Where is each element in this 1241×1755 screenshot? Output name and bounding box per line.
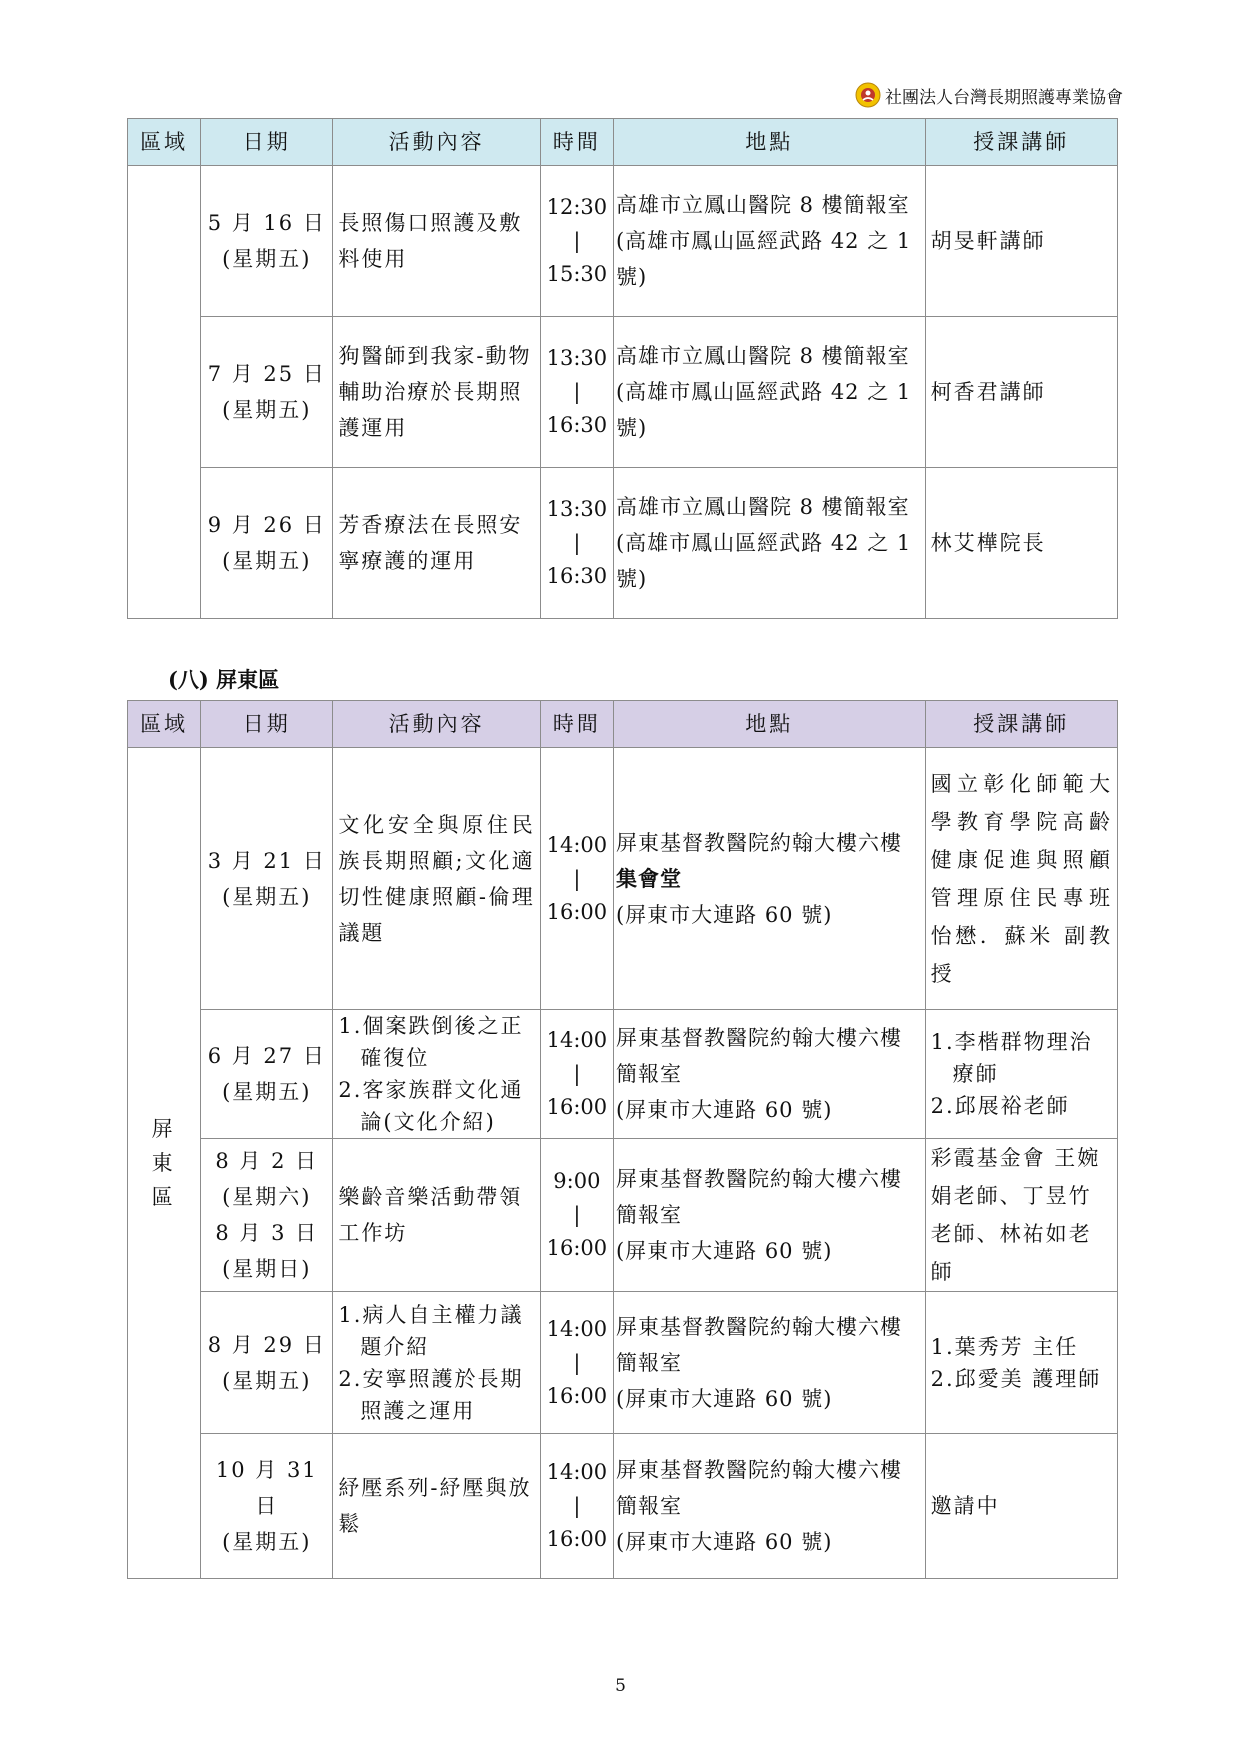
lecturer-cell: 國立彰化師範大學教育學院高齡健康促進與照顧管理原住民專班怡懋．蘇米 副教授: [925, 748, 1117, 1010]
location-cell: 屏東基督教醫院約翰大樓六樓簡報室 (屏東市大連路 60 號): [613, 1139, 925, 1292]
lecturer-cell: [925, 1292, 1117, 1434]
date-cell: 6 月 27 日 (星期五): [201, 1010, 333, 1139]
activity-cell: [333, 1292, 540, 1434]
date-cell: 5 月 16 日 (星期五): [201, 166, 333, 317]
header-lecturer: 授課講師: [925, 701, 1117, 748]
activity-cell: 芳香療法在長照安寧療護的運用: [333, 468, 540, 619]
activity-cell: 紓壓系列-紓壓與放鬆: [333, 1434, 540, 1579]
location-cell: 高雄市立鳳山醫院 8 樓簡報室 (高雄市鳳山區經武路 42 之 1 號): [613, 317, 925, 468]
section-title-pingtung: (八) 屏東區: [168, 667, 280, 692]
header-location: 地點: [613, 701, 925, 748]
date-cell: 8 月 2 日 (星期六) 8 月 3 日 (星期日): [201, 1139, 333, 1292]
location-cell: 屏東基督教醫院約翰大樓六樓簡報室 (屏東市大連路 60 號): [613, 1434, 925, 1579]
header-region: 區域: [128, 119, 201, 166]
header-time: 時間: [540, 701, 613, 748]
table-row: [128, 1139, 1118, 1292]
table-header-row: [128, 701, 1118, 748]
region-cell: [128, 748, 201, 1579]
lecturer-cell: 彩霞基金會 王婉娟老師、丁昱竹老師、林祐如老師: [925, 1139, 1117, 1292]
time-cell: 9:00 | 16:00: [540, 1139, 613, 1292]
table-row: [128, 748, 1118, 1010]
table-row: [128, 166, 1118, 317]
list-item: 1.李楷群物理治療師: [930, 1030, 1093, 1086]
page-number: 5: [615, 1676, 626, 1696]
association-logo-icon: [855, 82, 881, 108]
schedule-table-pingtung: [127, 700, 1118, 1579]
location-cell: 屏東基督教醫院約翰大樓六樓集會堂 (屏東市大連路 60 號): [613, 748, 925, 1010]
date-cell: 10 月 31 日 (星期五): [201, 1434, 333, 1579]
table-row: [128, 1010, 1118, 1139]
activity-cell: [333, 1010, 540, 1139]
location-cell: 屏東基督教醫院約翰大樓六樓簡報室 (屏東市大連路 60 號): [613, 1010, 925, 1139]
organization-name: 社團法人台灣長期照護專業協會: [885, 87, 1123, 108]
lecturer-cell: 柯香君講師: [925, 317, 1117, 468]
date-cell: 9 月 26 日 (星期五): [201, 468, 333, 619]
region-cell: [128, 166, 201, 619]
list-item: 2.安寧照護於長期照護之運用: [338, 1366, 524, 1423]
activity-cell: 狗醫師到我家-動物輔助治療於長期照護運用: [333, 317, 540, 468]
date-cell: 7 月 25 日 (星期五): [201, 317, 333, 468]
header-time: 時間: [540, 119, 613, 166]
table-row: [128, 317, 1118, 468]
location-cell: 高雄市立鳳山醫院 8 樓簡報室 (高雄市鳳山區經武路 42 之 1 號): [613, 166, 925, 317]
header-date: 日期: [201, 701, 333, 748]
header-region: 區域: [128, 701, 201, 748]
time-cell: 13:30 | 16:30: [540, 468, 613, 619]
table-header-row: [128, 119, 1118, 166]
time-cell: 14:00 | 16:00: [540, 1292, 613, 1434]
activity-cell: 樂齡音樂活動帶領工作坊: [333, 1139, 540, 1292]
time-cell: 13:30 | 16:30: [540, 317, 613, 468]
header-lecturer: 授課講師: [925, 119, 1117, 166]
date-cell: 3 月 21 日 (星期五): [201, 748, 333, 1010]
header-date: 日期: [201, 119, 333, 166]
list-item: 2.邱展裕老師: [930, 1094, 1070, 1118]
list-item: 1.病人自主權力議題介紹: [338, 1302, 524, 1359]
header-activity: 活動內容: [333, 701, 540, 748]
location-cell: 屏東基督教醫院約翰大樓六樓簡報室 (屏東市大連路 60 號): [613, 1292, 925, 1434]
lecturer-cell: [925, 1010, 1117, 1139]
region-label: 屏東區: [151, 1117, 177, 1209]
lecturer-cell: 林艾樺院長: [925, 468, 1117, 619]
list-item: 1.葉秀芳 主任: [930, 1334, 1079, 1359]
time-cell: 12:30 | 15:30: [540, 166, 613, 317]
header-location: 地點: [613, 119, 925, 166]
lecturer-cell: 邀請中: [925, 1434, 1117, 1579]
list-item: 2.客家族群文化通論(文化介紹): [338, 1078, 524, 1134]
time-cell: 14:00 | 16:00: [540, 1434, 613, 1579]
location-cell: 高雄市立鳳山醫院 8 樓簡報室 (高雄市鳳山區經武路 42 之 1 號): [613, 468, 925, 619]
lecturer-cell: 胡旻軒講師: [925, 166, 1117, 317]
activity-cell: 長照傷口照護及敷料使用: [333, 166, 540, 317]
page-header: [855, 82, 1123, 108]
table-row: [128, 1434, 1118, 1579]
header-activity: 活動內容: [333, 119, 540, 166]
list-item: 2.邱愛美 護理師: [930, 1366, 1102, 1391]
time-cell: 14:00 | 16:00: [540, 748, 613, 1010]
list-item: 1.個案跌倒後之正確復位: [338, 1014, 524, 1070]
date-cell: 8 月 29 日 (星期五): [201, 1292, 333, 1434]
schedule-table-kaohsiung: [127, 118, 1118, 619]
time-cell: 14:00 | 16:00: [540, 1010, 613, 1139]
table-row: [128, 468, 1118, 619]
table-row: [128, 1292, 1118, 1434]
activity-cell: 文化安全與原住民族長期照顧;文化適切性健康照顧-倫理議題: [333, 748, 540, 1010]
